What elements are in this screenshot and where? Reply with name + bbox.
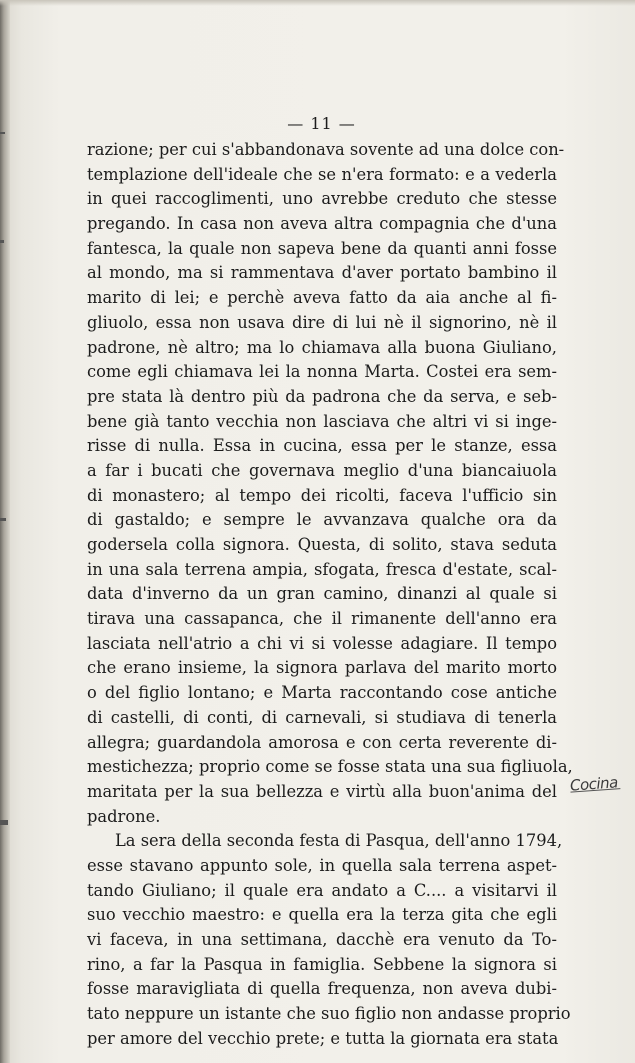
text-line: rino, a far la Pasqua in famiglia. Sebbene la signora si xyxy=(87,954,557,974)
text-line: maritata per la sua bellezza e virtù alla buon'anima del xyxy=(87,781,557,801)
text-line: marito di lei; e perchè aveva fatto da aia anche al fi- xyxy=(87,288,557,308)
margin-mark xyxy=(0,240,4,243)
text-line: godersela colla signora. Questa, di solito, stava seduta xyxy=(87,535,557,554)
text-line: a far i bucati che governava meglio d'una biancaiuola xyxy=(87,460,557,480)
text-line: o del figlio lontano; e Marta raccontando cose antiche xyxy=(87,683,557,703)
text-line: bene già tanto vecchia non lasciava che altri vi si inge- xyxy=(87,411,557,431)
text-line: padrone. xyxy=(87,806,161,826)
text-line: di gastaldo; e sempre le avvanzava qualche ora da xyxy=(87,510,557,530)
text-line: pre stata là dentro più da padrona che da serva, e seb- xyxy=(87,386,557,406)
text-line: templazione dell'ideale che se n'era formato: e a vederla xyxy=(87,164,557,184)
text-line: La sera della seconda festa di Pasqua, dell'anno 1794, xyxy=(115,831,563,851)
text-line: padrone, nè altro; ma lo chiamava alla buona Giuliano, xyxy=(87,337,557,357)
text-line: al mondo, ma si rammentava d'aver portato bambino il xyxy=(87,263,557,283)
text-line: suo vecchio maestro: e quella era la terza gita che egli xyxy=(87,905,557,925)
body-text xyxy=(87,138,573,1051)
binding-edge xyxy=(0,0,10,1063)
text-line: fantesca, la quale non sapeva bene da quanti anni fosse xyxy=(87,238,557,258)
margin-mark xyxy=(0,518,6,521)
text-line: fosse maravigliata di quella frequenza, non aveva dubi- xyxy=(87,979,557,999)
text-line: mestichezza; proprio come se fosse stata una sua figliuola, xyxy=(87,757,573,777)
text-line: vi faceva, in una settimana, dacchè era venuto da To- xyxy=(87,930,557,949)
text-line: razione; per cui s'abbandonava sovente ad una dolce con- xyxy=(87,140,565,159)
text-line: tirava una cassapanca, che il rimanente dell'anno era xyxy=(87,609,557,629)
text-line: esse stavano appunto sole, in quella sala terrena aspet- xyxy=(87,855,557,875)
text-line: tando Giuliano; il quale era andato a C.... a visitarvi il xyxy=(87,880,557,900)
margin-mark xyxy=(0,820,8,825)
text-line: risse di nulla. Essa in cucina, essa per le stanze, essa xyxy=(87,436,557,456)
text-line: in una sala terrena ampia, sfogata, fresca d'estate, scal- xyxy=(87,559,557,579)
text-line: per amore del vecchio prete; e tutta la giornata era stata xyxy=(87,1028,559,1048)
text-line: gliuolo, essa non usava dire di lui nè il signorino, nè il xyxy=(87,312,557,332)
page-number: — 11 — xyxy=(287,114,356,133)
top-edge-shadow xyxy=(0,0,635,6)
text-line: che erano insieme, la signora parlava del marito morto xyxy=(87,658,557,678)
text-line: pregando. In casa non aveva altra compagnia che d'una xyxy=(87,214,557,234)
text-line: di monastero; al tempo dei ricolti, faceva l'ufficio sin xyxy=(87,485,557,505)
text-line: tato neppure un istante che suo figlio non andasse proprio xyxy=(87,1004,571,1024)
text-line: di castelli, di conti, di carnevali, si studiava di tenerla xyxy=(87,707,557,727)
text-line: in quei raccoglimenti, uno avrebbe creduto che stesse xyxy=(87,189,557,209)
text-line: come egli chiamava lei la nonna Marta. Costei era sem- xyxy=(87,362,557,382)
text-line: lasciata nell'atrio a chi vi si volesse adagiare. Il tempo xyxy=(87,633,557,653)
text-line: allegra; guardandola amorosa e con certa reverente di- xyxy=(87,732,557,752)
text-line: data d'inverno da un gran camino, dinanzi al quale si xyxy=(87,584,557,604)
handwritten-margin-note: Cocina xyxy=(569,773,619,795)
